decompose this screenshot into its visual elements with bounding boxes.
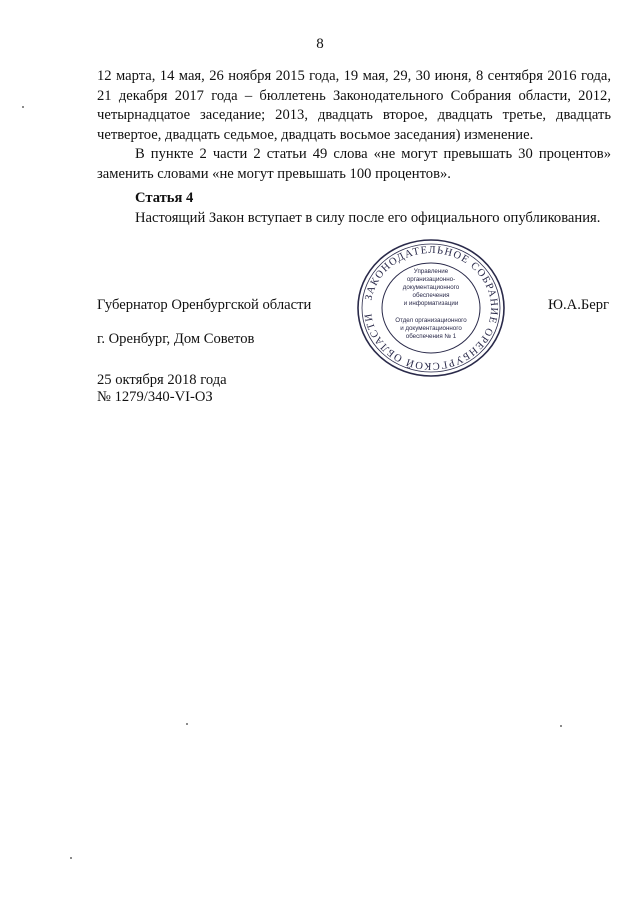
seal-ring-text: ЗАКОНОДАТЕЛЬНОЕ СОБРАНИЕ ОРЕНБУРГСКОЙ ОБЛАСТИ: [363, 244, 500, 372]
seal-line-1: Управление: [413, 268, 449, 275]
article-text: Настоящий Закон вступает в силу после его официального опубликования.: [135, 210, 601, 226]
official-seal: [355, 237, 507, 379]
page-number: 8: [316, 36, 324, 52]
seal-line-2: организационно-: [406, 276, 456, 283]
scan-speck: [186, 723, 188, 725]
law-date: 25 октября 2018 года: [97, 372, 227, 388]
scan-speck: [560, 725, 562, 727]
seal-line-3: документационного: [402, 284, 460, 291]
scan-speck: [70, 857, 72, 859]
scan-speck: [22, 106, 24, 108]
svg-text:ЗАКОНОДАТЕЛЬНОЕ СОБРАНИЕ ОРЕНБ: [363, 245, 499, 371]
paragraph-article-49-change: В пункте 2 части 2 статьи 49 слова «не могут превышать 30 процентов» заменить словами «не могут превышать 100 процентов».: [97, 146, 611, 182]
paragraph-amendment-sources: 12 марта, 14 мая, 26 ноября 2015 года, 19 мая, 29, 30 июня, 8 сентября 2016 года, 21 декабря 2017 года – бюллетень Законодательного Собрания области, 2012, четырнадцатое заседание; 2013, двадцать второе, двадцать третье, двадцать четвертое, двадцать седьмое, двадцать восьмое заседания) изменение.: [97, 68, 611, 143]
seal-line-4: обеспечения: [412, 292, 450, 299]
law-number: № 1279/340-VI-ОЗ: [97, 389, 213, 405]
seal-line-5: и информатизации: [403, 300, 459, 307]
seal-line-8: обеспечения № 1: [405, 333, 457, 340]
signature-name: Ю.А.Берг: [548, 297, 609, 313]
seal-line-6: Отдел организационного: [395, 317, 467, 324]
signature-position: Губернатор Оренбургской области: [97, 297, 312, 313]
article-title: Статья 4: [135, 190, 194, 206]
seal-line-7: и документационного: [400, 325, 462, 332]
signature-place: г. Оренбург, Дом Советов: [97, 331, 255, 347]
